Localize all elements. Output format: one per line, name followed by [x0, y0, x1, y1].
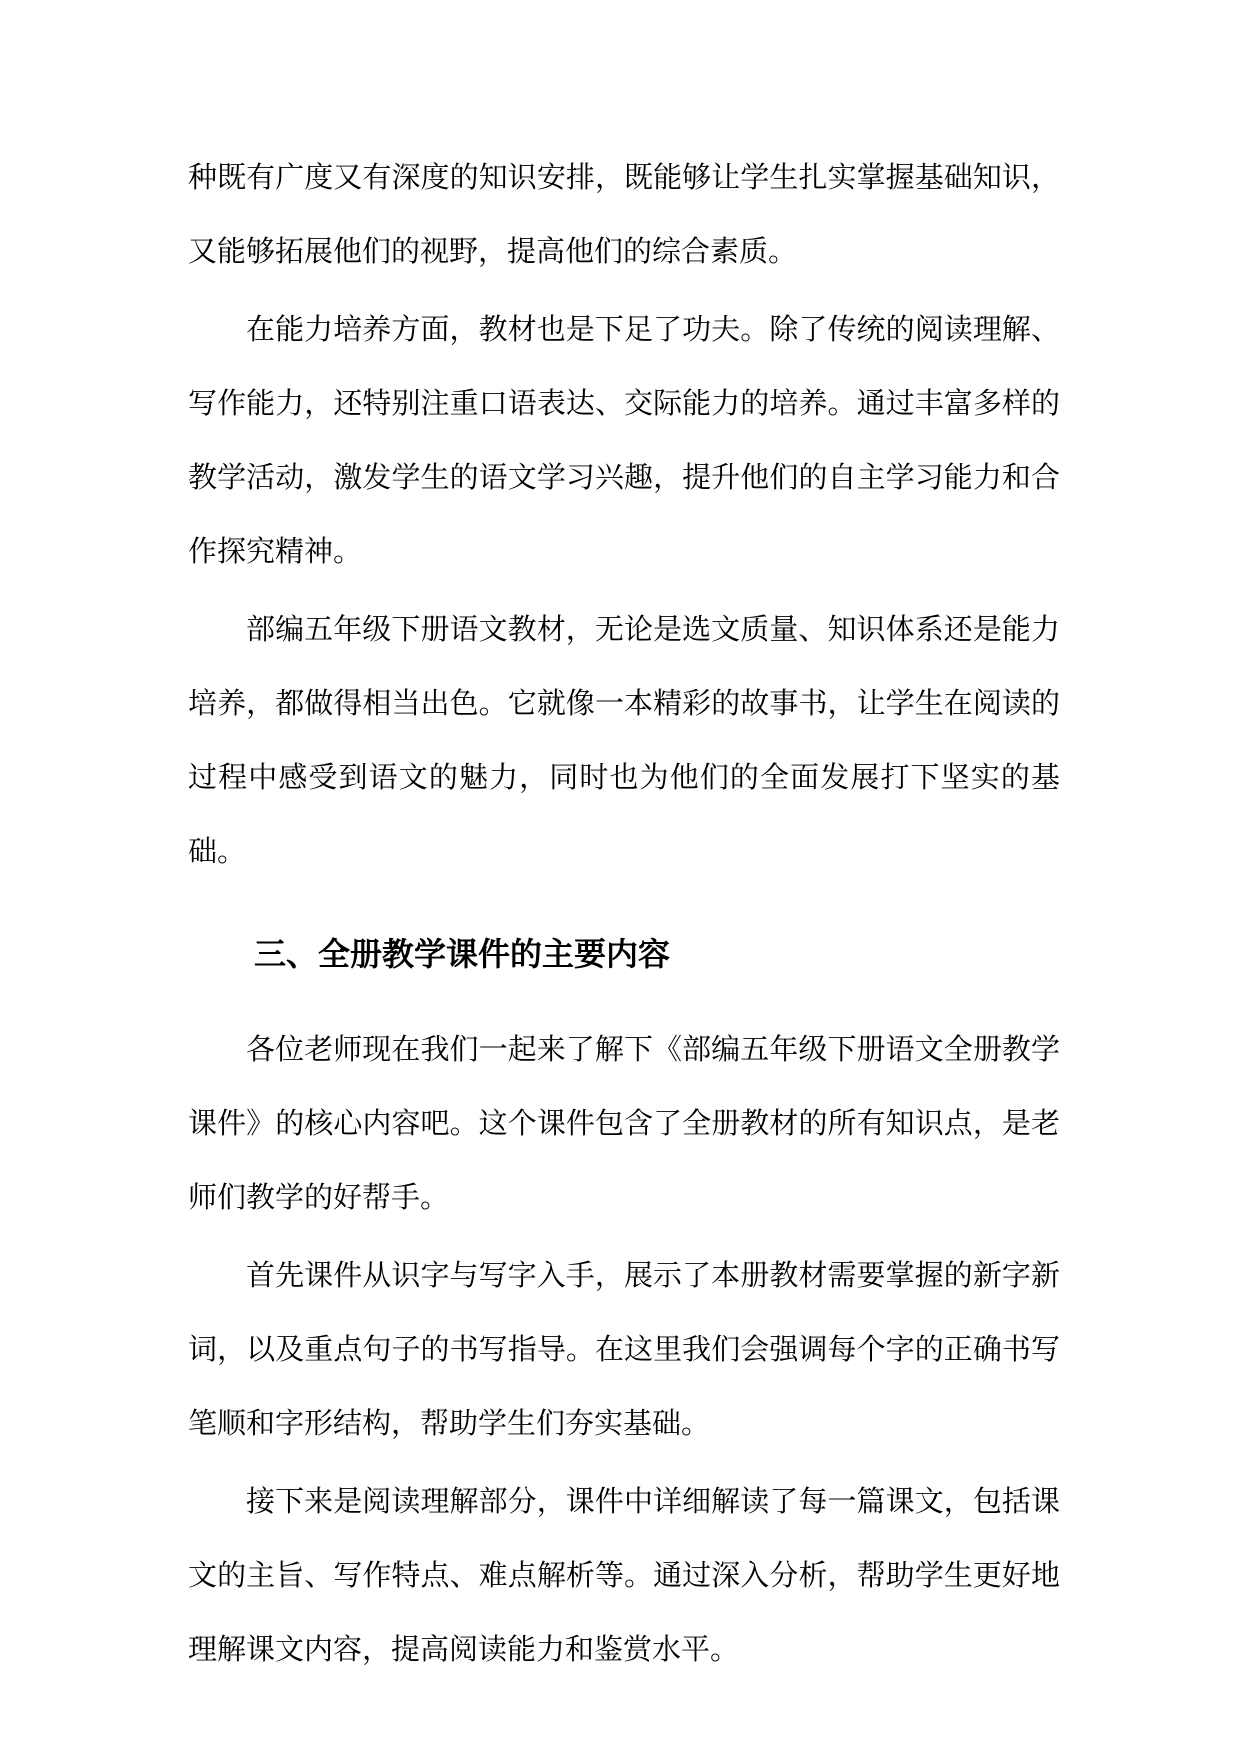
- paragraph: 部编五年级下册语文教材，无论是选文质量、知识体系还是能力培养，都做得相当出色。它就像一本精彩的故事书，让学生在阅读的过程中感受到语文的魅力，同时也为他们的全面发展打下坚实的基础。: [188, 612, 1060, 868]
- paragraph: 首先课件从识字与写字入手，展示了本册教材需要掌握的新字新词，以及重点句子的书写指导。在这里我们会强调每个字的正确书写笔顺和字形结构，帮助学生们夯实基础。: [188, 1258, 1060, 1440]
- paragraph: 各位老师现在我们一起来了解下《部编五年级下册语文全册教学课件》的核心内容吧。这个课件包含了全册教材的所有知识点，是老师们教学的好帮手。: [188, 1032, 1060, 1214]
- paragraph: 种既有广度又有深度的知识安排，既能够让学生扎实掌握基础知识，又能够拓展他们的视野，提高他们的综合素质。: [188, 160, 1060, 268]
- section-heading: 三、全册教学课件的主要内容: [254, 935, 671, 973]
- paragraph: 在能力培养方面，教材也是下足了功夫。除了传统的阅读理解、写作能力，还特别注重口语表达、交际能力的培养。通过丰富多样的教学活动，激发学生的语文学习兴趣，提升他们的自主学习能力和合作探究精神。: [188, 312, 1060, 568]
- document-body: [188, 140, 1060, 1690]
- paragraph: 接下来是阅读理解部分，课件中详细解读了每一篇课文，包括课文的主旨、写作特点、难点解析等。通过深入分析，帮助学生更好地理解课文内容，提高阅读能力和鉴赏水平。: [188, 1484, 1060, 1666]
